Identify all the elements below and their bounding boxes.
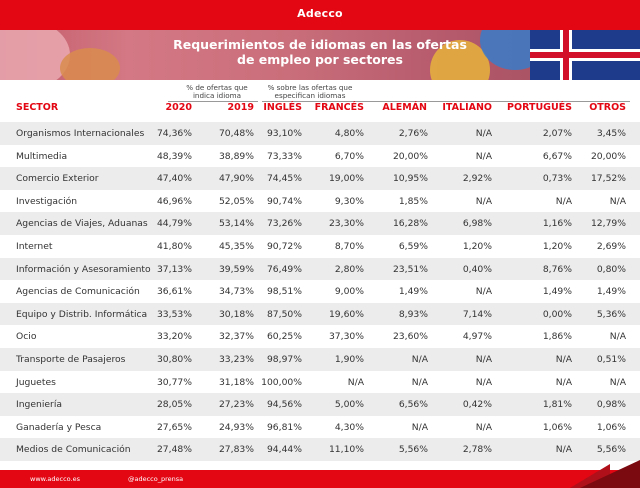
footer-bar [0, 470, 640, 488]
cell-y2020: 46,96% [156, 195, 192, 207]
languages-note [262, 84, 358, 100]
column-header-2019: 2019 [227, 102, 254, 113]
cell-otros: N/A [609, 376, 626, 388]
cell-frances: 23,30% [328, 218, 364, 230]
cell-otros: 2,69% [596, 241, 626, 252]
cell-aleman: 23,60% [392, 331, 428, 343]
cell-ingles: 93,10% [266, 128, 302, 139]
years-note [178, 84, 256, 100]
table-row [0, 122, 640, 145]
cell-sector: Agencias de Comunicación [16, 286, 140, 298]
cell-ingles: 60,25% [266, 331, 302, 343]
table-row [0, 416, 640, 439]
cell-frances: 1,90% [334, 354, 364, 365]
cell-portugues: 1,16% [542, 218, 572, 230]
column-header-portugues: PORTUGUÉS [507, 102, 572, 113]
cell-portugues: 1,06% [542, 421, 572, 433]
cell-italiano: 0,40% [462, 263, 492, 275]
cell-sector: Equipo y Distrib. Informática [16, 308, 148, 320]
cell-aleman: 8,93% [398, 308, 428, 320]
cell-frances: 19,60% [328, 308, 364, 320]
cell-y2020: 28,05% [156, 399, 192, 411]
cell-italiano: N/A [475, 195, 492, 207]
cell-otros: 3,45% [596, 128, 626, 139]
cell-ingles: 94,44% [266, 444, 302, 456]
cell-frances: 5,00% [334, 399, 364, 411]
adecco-logo: Adecco [297, 7, 343, 20]
cell-otros: 17,52% [590, 173, 626, 185]
column-header-aleman: ALEMÁN [382, 102, 427, 113]
cell-y2020: 36,61% [156, 286, 192, 298]
cell-aleman: 20,00% [392, 150, 428, 162]
cell-otros: 1,06% [596, 421, 626, 433]
footer-website: www.adecco.es [30, 475, 80, 483]
title-line-1: Requerimientos de idiomas en las ofertas [173, 37, 467, 52]
cell-y2019: 34,73% [218, 286, 254, 298]
cell-ingles: 90,74% [266, 195, 302, 207]
cell-portugues: 6,67% [542, 150, 572, 162]
cell-sector: Organismos Internacionales [16, 128, 145, 139]
title-line-2: de empleo por sectores [237, 52, 403, 67]
cell-frances: 9,00% [334, 286, 364, 298]
cell-y2019: 52,05% [218, 195, 254, 207]
cell-y2020: 41,80% [156, 241, 192, 252]
table-row [0, 235, 640, 258]
cell-y2020: 33,20% [156, 331, 192, 343]
cell-y2019: 33,23% [218, 354, 254, 365]
cell-otros: 0,80% [596, 263, 626, 275]
cell-portugues: N/A [555, 195, 572, 207]
cell-y2020: 30,80% [156, 354, 192, 365]
cell-y2019: 32,37% [218, 331, 254, 343]
cell-y2020: 47,40% [156, 173, 192, 185]
table-row [0, 258, 640, 281]
page-title [0, 37, 640, 67]
cell-sector: Agencias de Viajes, Aduanas [16, 218, 148, 230]
table-row [0, 325, 640, 348]
table-row [0, 212, 640, 235]
cell-frances: 6,70% [334, 150, 364, 162]
column-header-otros: OTROS [589, 102, 626, 113]
table-row [0, 371, 640, 394]
column-header-ingles: INGLÉS [263, 102, 302, 113]
cell-aleman: 6,56% [398, 399, 428, 411]
table-row [0, 280, 640, 303]
cell-portugues: 2,07% [542, 128, 572, 139]
cell-otros: N/A [609, 195, 626, 207]
cell-aleman: 23,51% [392, 263, 428, 275]
cell-ingles: 73,26% [266, 218, 302, 230]
cell-frances: N/A [347, 376, 364, 388]
cell-otros: 12,79% [590, 218, 626, 230]
languages-note-line1: % sobre las ofertas que [267, 83, 353, 92]
cell-ingles: 94,56% [266, 399, 302, 411]
column-header-italiano: ITALIANO [442, 102, 492, 113]
cell-aleman: N/A [411, 376, 428, 388]
cell-y2019: 70,48% [218, 128, 254, 139]
cell-otros: 20,00% [590, 150, 626, 162]
cell-sector: Ingeniería [16, 399, 63, 411]
cell-y2019: 27,23% [218, 399, 254, 411]
cell-sector: Multimedia [16, 150, 68, 162]
cell-sector: Internet [16, 241, 53, 252]
column-header-2020: 2020 [165, 102, 192, 113]
cell-sector: Transporte de Pasajeros [16, 354, 126, 365]
cell-frances: 37,30% [328, 331, 364, 343]
cell-y2019: 47,90% [218, 173, 254, 185]
cell-aleman: 10,95% [392, 173, 428, 185]
column-header-sector: SECTOR [16, 102, 59, 113]
cell-y2019: 45,35% [218, 241, 254, 252]
cell-aleman: N/A [411, 354, 428, 365]
cell-frances: 2,80% [334, 263, 364, 275]
cell-portugues: 1,86% [542, 331, 572, 343]
cell-ingles: 100,00% [261, 376, 302, 388]
table-row [0, 303, 640, 326]
column-header-frances: FRANCÉS [314, 102, 364, 113]
cell-italiano: 0,42% [462, 399, 492, 411]
cell-portugues: 8,76% [542, 263, 572, 275]
table-row [0, 348, 640, 371]
cell-portugues: N/A [555, 354, 572, 365]
cell-aleman: N/A [411, 421, 428, 433]
cell-frances: 19,00% [328, 173, 364, 185]
cell-italiano: N/A [475, 286, 492, 298]
cell-ingles: 87,50% [266, 308, 302, 320]
cell-otros: 0,98% [596, 399, 626, 411]
cell-y2020: 37,13% [156, 263, 192, 275]
title-banner [0, 30, 640, 80]
table-row [0, 190, 640, 213]
cell-ingles: 98,97% [266, 354, 302, 365]
cell-otros: 0,51% [596, 354, 626, 365]
cell-sector: Información y Asesoramiento [16, 263, 151, 275]
table-row [0, 438, 640, 461]
cell-ingles: 76,49% [266, 263, 302, 275]
cell-otros: 1,49% [596, 286, 626, 298]
cell-y2019: 30,18% [218, 308, 254, 320]
cell-frances: 8,70% [334, 241, 364, 252]
cell-ingles: 90,72% [266, 241, 302, 252]
cell-otros: 5,56% [596, 444, 626, 456]
years-note-line1: % de ofertas que [186, 83, 248, 92]
cell-y2020: 74,36% [156, 128, 192, 139]
cell-portugues: 1,49% [542, 286, 572, 298]
cell-sector: Comercio Exterior [16, 173, 99, 185]
table-row [0, 167, 640, 190]
cell-sector: Ocio [16, 331, 37, 343]
cell-portugues: 0,00% [542, 308, 572, 320]
table-row [0, 393, 640, 416]
cell-y2020: 48,39% [156, 150, 192, 162]
cell-otros: 5,36% [596, 308, 626, 320]
cell-frances: 9,30% [334, 195, 364, 207]
cell-ingles: 98,51% [266, 286, 302, 298]
table-row [0, 145, 640, 168]
cell-y2020: 27,48% [156, 444, 192, 456]
cell-y2019: 39,59% [218, 263, 254, 275]
cell-italiano: N/A [475, 421, 492, 433]
cell-italiano: 2,78% [462, 444, 492, 456]
cell-portugues: 0,73% [542, 173, 572, 185]
cell-italiano: N/A [475, 128, 492, 139]
cell-frances: 4,80% [334, 128, 364, 139]
cell-aleman: 5,56% [398, 444, 428, 456]
top-bar [0, 0, 640, 30]
cell-y2019: 53,14% [218, 218, 254, 230]
cell-aleman: 16,28% [392, 218, 428, 230]
cell-ingles: 73,33% [266, 150, 302, 162]
cell-otros: N/A [609, 331, 626, 343]
cell-aleman: 1,85% [398, 195, 428, 207]
cell-italiano: N/A [475, 354, 492, 365]
cell-sector: Juguetes [16, 376, 56, 388]
cell-portugues: N/A [555, 376, 572, 388]
cell-y2020: 44,79% [156, 218, 192, 230]
cell-aleman: 2,76% [398, 128, 428, 139]
cell-sector: Medios de Comunicación [16, 444, 131, 456]
cell-ingles: 96,81% [266, 421, 302, 433]
cell-italiano: 6,98% [462, 218, 492, 230]
cell-frances: 4,30% [334, 421, 364, 433]
cell-italiano: 1,20% [462, 241, 492, 252]
footer-social: @adecco_prensa [128, 475, 184, 483]
footer-decoration [580, 460, 640, 488]
cell-italiano: N/A [475, 150, 492, 162]
cell-frances: 11,10% [328, 444, 364, 456]
cell-italiano: 4,97% [462, 331, 492, 343]
cell-ingles: 74,45% [266, 173, 302, 185]
cell-y2020: 27,65% [156, 421, 192, 433]
cell-sector: Investigación [16, 195, 78, 207]
years-note-line2: indica idioma [192, 91, 242, 100]
cell-sector: Ganadería y Pesca [16, 421, 102, 433]
cell-portugues: N/A [555, 444, 572, 456]
cell-italiano: 7,14% [462, 308, 492, 320]
cell-y2019: 27,83% [218, 444, 254, 456]
cell-italiano: 2,92% [462, 173, 492, 185]
cell-y2020: 30,77% [156, 376, 192, 388]
cell-italiano: N/A [475, 376, 492, 388]
cell-y2019: 38,89% [218, 150, 254, 162]
cell-y2020: 33,53% [156, 308, 192, 320]
cell-aleman: 6,59% [398, 241, 428, 252]
cell-y2019: 31,18% [218, 376, 254, 388]
cell-y2019: 24,93% [218, 421, 254, 433]
cell-aleman: 1,49% [398, 286, 428, 298]
cell-portugues: 1,20% [542, 241, 572, 252]
languages-note-line2: especifican idiomas [274, 91, 346, 100]
cell-portugues: 1,81% [542, 399, 572, 411]
